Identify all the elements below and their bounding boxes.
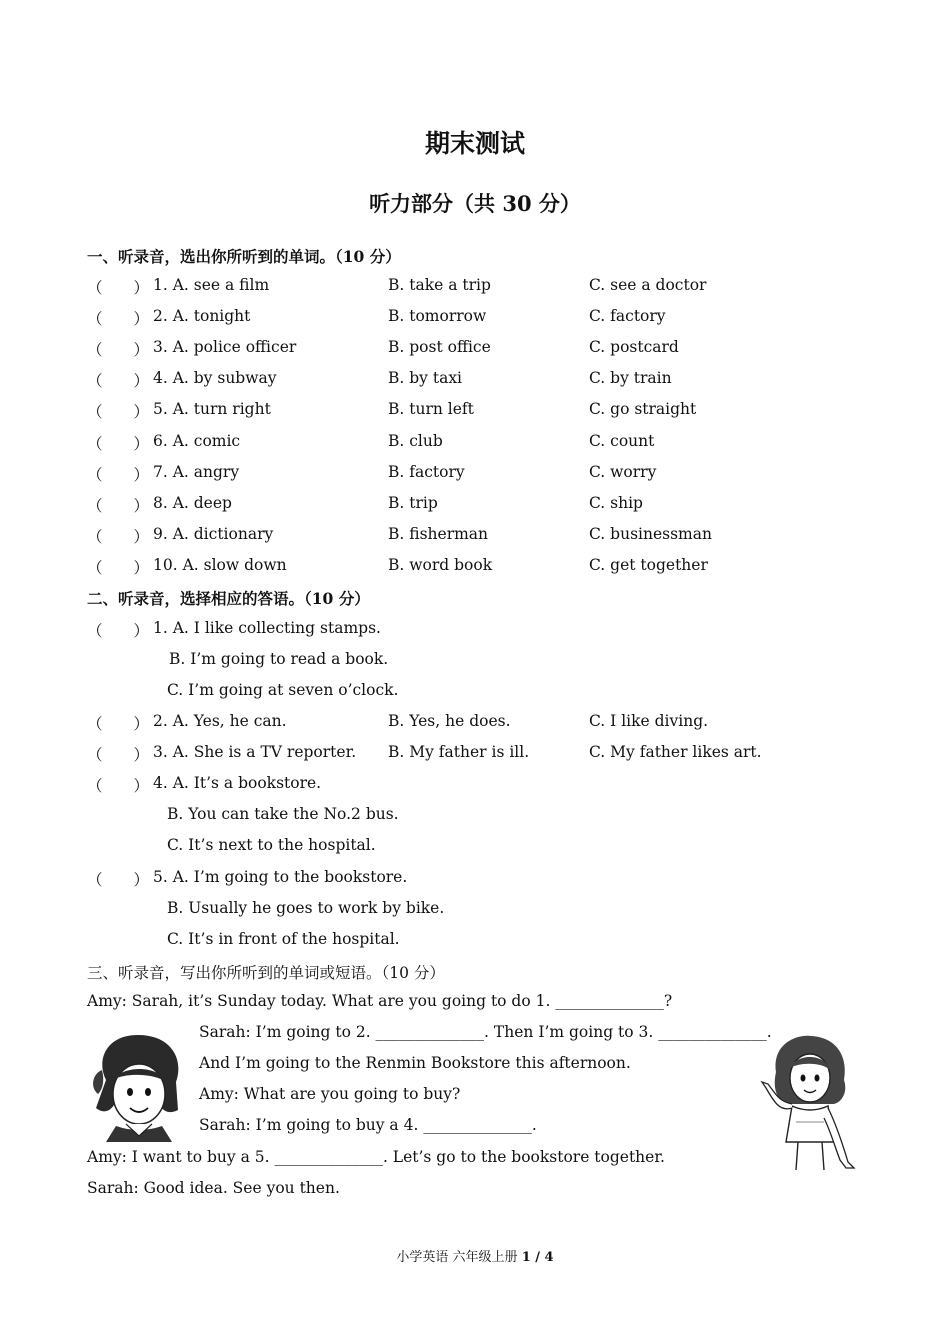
s1-item-option-a: 6. A. comic	[153, 432, 241, 450]
s1-item-option-c: C. count	[589, 432, 655, 450]
s1-item-option-a: 8. A. deep	[153, 494, 232, 512]
s1-item-option-c: C. see a doctor	[589, 276, 707, 294]
s1-item-option-c: C. worry	[589, 463, 657, 481]
answer-paren: （ ）	[87, 466, 150, 484]
s2-q2-option-c: C. I like diving.	[589, 712, 709, 730]
answer-paren: （ ）	[87, 435, 150, 453]
s2-q5-option-c: C. It’s in front of the hospital.	[167, 930, 400, 948]
s1-item-option-b: B. word book	[388, 556, 493, 574]
answer-paren: （ ）	[87, 622, 150, 640]
page-subtitle: 听力部分（共 30 分）	[369, 191, 581, 216]
s2-q5-option-a: 5. A. I’m going to the bookstore.	[153, 868, 408, 886]
answer-paren: （ ）	[87, 403, 150, 421]
s1-item-option-b: B. turn left	[388, 400, 474, 418]
girl-amy-illustration	[86, 1030, 190, 1146]
page-number: 1 / 4	[521, 1250, 554, 1265]
dialogue-line-6: Amy: I want to buy a 5. ______________. Let’s go to the bookstore together.	[87, 1148, 665, 1166]
s1-item-option-c: C. by train	[589, 369, 672, 387]
answer-paren: （ ）	[87, 777, 150, 795]
s1-item-option-a: 2. A. tonight	[153, 307, 251, 325]
s1-item-option-b: B. by taxi	[388, 369, 463, 387]
footer-text: 小学英语 六年级上册	[396, 1250, 522, 1265]
dialogue-line-7: Sarah: Good idea. See you then.	[87, 1179, 340, 1197]
s2-q1-option-c: C. I’m going at seven o’clock.	[167, 681, 399, 699]
answer-paren: （ ）	[87, 341, 150, 359]
answer-paren: （ ）	[87, 279, 150, 297]
answer-paren: （ ）	[87, 871, 150, 889]
s1-item-option-c: C. factory	[589, 307, 666, 325]
s1-item-option-a: 5. A. turn right	[153, 400, 271, 418]
dialogue-line-5: Sarah: I’m going to buy a 4. ______________.	[199, 1116, 537, 1134]
s1-item-option-a: 4. A. by subway	[153, 369, 277, 387]
s2-q4-option-b: B. You can take the No.2 bus.	[167, 805, 399, 823]
answer-paren: （ ）	[87, 372, 150, 390]
s1-item-option-a: 10. A. slow down	[153, 556, 287, 574]
s2-q3-option-c: C. My father likes art.	[589, 743, 762, 761]
section2-heading: 二、听录音，选择相应的答语。（10 分）	[87, 589, 370, 608]
s2-q4-option-c: C. It’s next to the hospital.	[167, 836, 376, 854]
s1-item-option-b: B. take a trip	[388, 276, 491, 294]
page-footer	[0, 1246, 950, 1265]
section3-heading: 三、听录音，写出你所听到的单词或短语。（10 分）	[87, 964, 445, 982]
girl-sarah-illustration	[752, 1032, 864, 1174]
s2-q2-option-b: B. Yes, he does.	[388, 712, 511, 730]
s2-q2-option-a: 2. A. Yes, he can.	[153, 712, 287, 730]
s1-item-option-b: B. fisherman	[388, 525, 489, 543]
s2-q1-option-a: 1. A. I like collecting stamps.	[153, 619, 381, 637]
s1-item-option-b: B. trip	[388, 494, 438, 512]
s1-item-option-c: C. postcard	[589, 338, 679, 356]
s1-item-option-a: 1. A. see a film	[153, 276, 270, 294]
answer-paren: （ ）	[87, 559, 150, 577]
s2-q5-option-b: B. Usually he goes to work by bike.	[167, 899, 445, 917]
s1-item-option-c: C. businessman	[589, 525, 712, 543]
s2-q1-option-b: B. I’m going to read a book.	[169, 650, 389, 668]
s1-item-option-b: B. tomorrow	[388, 307, 487, 325]
s1-item-option-a: 3. A. police officer	[153, 338, 297, 356]
s1-item-option-a: 9. A. dictionary	[153, 525, 274, 543]
s1-item-option-c: C. get together	[589, 556, 708, 574]
s1-item-option-b: B. post office	[388, 338, 491, 356]
s2-q4-option-a: 4. A. It’s a bookstore.	[153, 774, 322, 792]
s1-item-option-c: C. ship	[589, 494, 643, 512]
answer-paren: （ ）	[87, 528, 150, 546]
answer-paren: （ ）	[87, 715, 150, 733]
page-title: 期末测试	[424, 129, 525, 158]
s1-item-option-b: B. factory	[388, 463, 465, 481]
section1-heading: 一、听录音，选出你所听到的单词。（10 分）	[87, 247, 401, 266]
s1-item-option-a: 7. A. angry	[153, 463, 240, 481]
answer-paren: （ ）	[87, 310, 150, 328]
dialogue-line-3: And I’m going to the Renmin Bookstore this afternoon.	[199, 1054, 631, 1072]
answer-paren: （ ）	[87, 497, 150, 515]
s2-q3-option-b: B. My father is ill.	[388, 743, 530, 761]
s1-item-option-c: C. go straight	[589, 400, 697, 418]
answer-paren: （ ）	[87, 746, 150, 764]
s2-q3-option-a: 3. A. She is a TV reporter.	[153, 743, 357, 761]
dialogue-line-4: Amy: What are you going to buy?	[199, 1085, 461, 1103]
s1-item-option-b: B. club	[388, 432, 443, 450]
dialogue-line-1: Amy: Sarah, it’s Sunday today. What are you going to do 1. ______________?	[87, 992, 673, 1010]
dialogue-line-2: Sarah: I’m going to 2. ______________. Then I’m going to 3. ______________.	[199, 1023, 772, 1041]
